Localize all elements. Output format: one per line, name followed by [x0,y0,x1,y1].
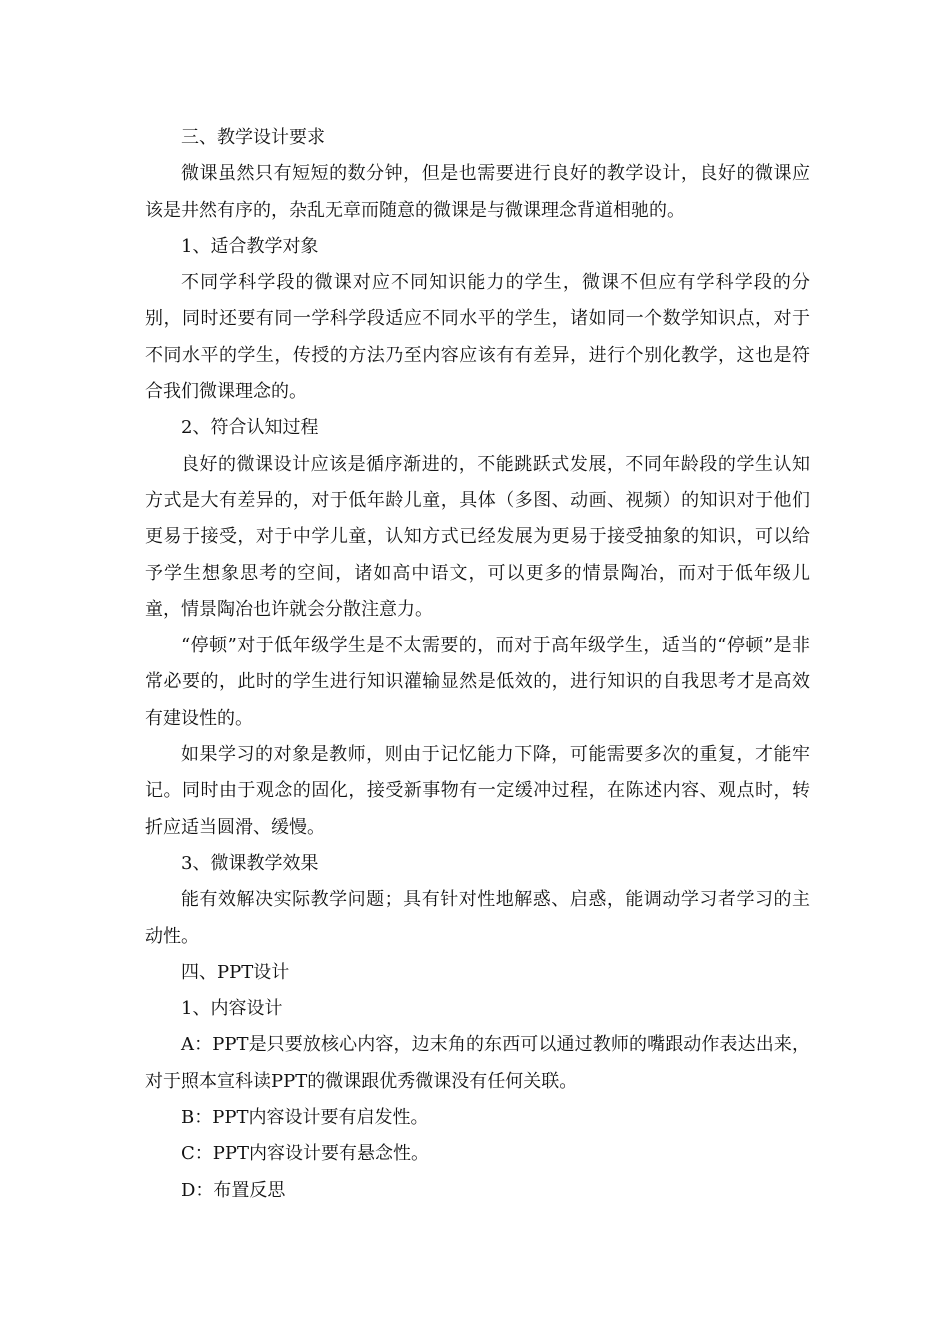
subheading-teaching-effect: 3、微课教学效果 [181,852,319,874]
paragraph-item-d: D：布置反思 [181,1179,286,1201]
paragraph-item-a: A：PPT是只要放核心内容，边末角的东西可以通过教师的嘴跟动作表达出来，对于照本宣科读PPT的微课跟优秀微课没有任何关联。 [145,1034,810,1092]
paragraph-teaching-effect: 能有效解决实际教学问题；具有针对性地解惑、启惑，能调动学习者学习的主动性。 [145,889,810,947]
document-body [145,120,810,1209]
subheading-content-design: 1、内容设计 [181,998,283,1020]
paragraph-item-b: B：PPT内容设计要有启发性。 [181,1107,429,1129]
section-heading-ppt-design: 四、PPT设计 [181,961,290,983]
section-heading-teaching-design: 三、教学设计要求 [181,127,325,148]
paragraph-item-c: C：PPT内容设计要有悬念性。 [181,1143,429,1165]
subheading-cognitive-process: 2、符合认知过程 [181,417,319,439]
subheading-suit-audience: 1、适合教学对象 [181,235,319,257]
paragraph-teacher-learners: 如果学习的对象是教师，则由于记忆能力下降，可能需要多次的重复，才能牢记。同时由于观念的固化，接受新事物有一定缓冲过程，在陈述内容、观点时，转折应适当圆滑、缓慢。 [145,744,810,838]
paragraph-suit-audience: 不同学科学段的微课对应不同知识能力的学生，微课不但应有学科学段的分别，同时还要有同一学科学段适应不同水平的学生，诸如同一个数学知识点，对于不同水平的学生，传授的方法乃至内容应该有有差异，进行个别化教学，这也是符合我们微课理念的。 [145,272,810,403]
paragraph-pause: “停顿”对于低年级学生是不太需要的，而对于高年级学生，适当的“停顿”是非常必要的，此时的学生进行知识灌输显然是低效的，进行知识的自我思考才是高效有建设性的。 [145,635,810,729]
paragraph-cognitive-process: 良好的微课设计应该是循序渐进的，不能跳跃式发展，不同年龄段的学生认知方式是大有差异的，对于低年龄儿童，具体（多图、动画、视频）的知识对于他们更易于接受，对于中学儿童，认知方式已经发展为更易于接受抽象的知识，可以给予学生想象思考的空间，诸如高中语文，可以更多的情景陶冶，而对于低年级儿童，情景陶冶也许就会分散注意力。 [145,453,810,620]
paragraph-intro: 微课虽然只有短短的数分钟，但是也需要进行良好的教学设计，良好的微课应该是井然有序的，杂乱无章而随意的微课是与微课理念背道相驰的。 [145,163,810,221]
